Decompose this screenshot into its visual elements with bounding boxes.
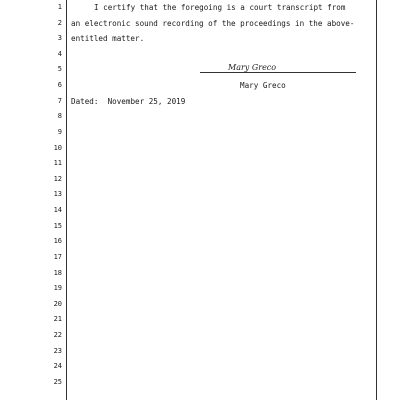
line-row (0, 62, 400, 78)
line-number: 6 (57, 81, 62, 90)
line-number: 14 (53, 206, 62, 215)
line-number: 23 (53, 346, 62, 355)
certification-line-3 (0, 31, 400, 47)
line-row (0, 109, 400, 125)
dated-text (71, 94, 185, 110)
line-number: 11 (53, 159, 62, 168)
line-number: 10 (53, 143, 62, 152)
line-number: 13 (53, 190, 62, 199)
line-number: 3 (57, 34, 62, 43)
line-row (0, 203, 400, 219)
certification-text-1: I certify that the foregoing is a court transcript from (94, 3, 346, 12)
signature: Mary Greco (228, 63, 277, 72)
line-number: 17 (53, 252, 62, 261)
dated-value: November 25, 2019 (107, 96, 186, 106)
dated-label: Dated: (71, 96, 99, 106)
line-number: 16 (53, 237, 62, 246)
line-number: 1 (57, 3, 62, 11)
certification-text-2: an electronic sound recording of the proceedings in the above- (71, 18, 355, 28)
line-row (0, 187, 400, 203)
line-number: 5 (57, 65, 62, 74)
line-row (0, 156, 400, 172)
signer-name: Mary Greco (240, 81, 286, 90)
line-row (0, 234, 400, 250)
line-number: 20 (53, 299, 62, 308)
line-row (0, 281, 400, 297)
line-number: 18 (53, 268, 62, 277)
certification-text-3: entitled matter. (71, 34, 145, 44)
signer-line (0, 78, 400, 94)
line-number: 19 (53, 284, 62, 293)
line-row (0, 266, 400, 282)
signature-line (200, 72, 356, 73)
line-number: 12 (53, 174, 62, 183)
line-row (0, 359, 400, 375)
line-row (0, 375, 400, 391)
line-row (0, 47, 400, 63)
dated-line (0, 94, 400, 110)
line-number: 8 (57, 112, 62, 121)
line-number: 24 (53, 362, 62, 371)
line-number: 4 (57, 49, 62, 58)
line-row (0, 250, 400, 266)
line-number: 15 (53, 221, 62, 230)
line-row (0, 172, 400, 188)
line-number: 7 (57, 96, 62, 105)
certification-line-2 (0, 16, 400, 32)
line-row (0, 344, 400, 360)
line-number: 22 (53, 331, 62, 340)
line-row (0, 328, 400, 344)
line-row (0, 125, 400, 141)
certification-line-1 (0, 0, 400, 16)
line-number: 21 (53, 315, 62, 324)
line-row (0, 219, 400, 235)
line-number: 25 (53, 377, 62, 386)
line-number: 9 (57, 127, 62, 136)
line-row (0, 141, 400, 157)
line-row (0, 312, 400, 328)
line-row (0, 297, 400, 313)
line-number: 2 (57, 18, 62, 27)
